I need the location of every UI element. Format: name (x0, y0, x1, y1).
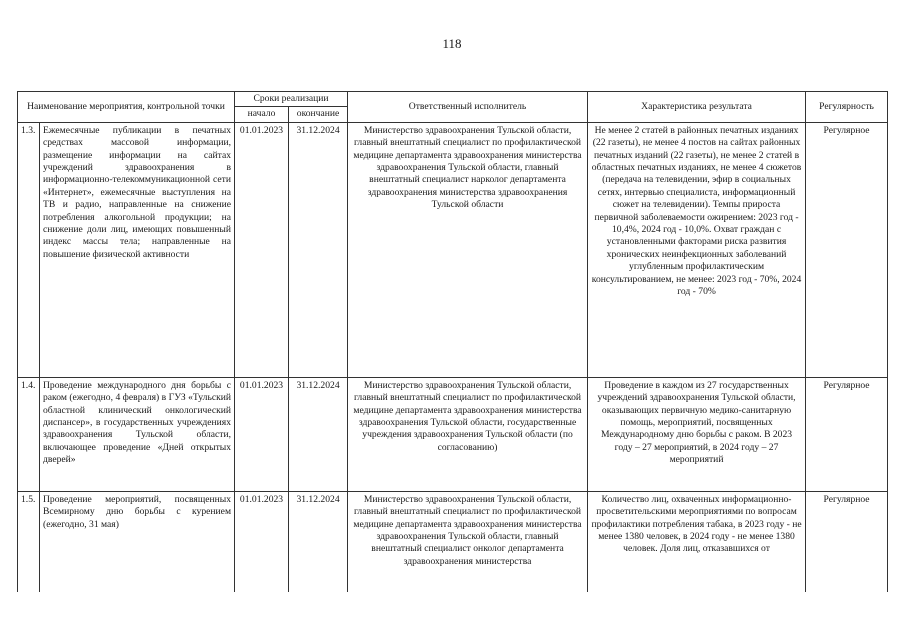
start-date: 01.01.2023 (235, 377, 289, 491)
activity-name: Проведение мероприятий, посвященных Всемирному дню борьбы с курением (ежегодно, 31 мая) (40, 491, 235, 593)
header-end: окончание (289, 107, 348, 122)
responsible-executor: Министерство здравоохранения Тульской области, главный внештатный специалист по профилактической медицине департамента здравоохранения министерства здравоохранения Тульской области, государственные учреждения здравоохранения Тульской области (по согласованию) (348, 377, 588, 491)
result-description: Проведение в каждом из 27 государственных учреждений здравоохранения Тульской области, оказывающих первичную медико-санитарную помощь, мероприятий, посвященных Международному дню борьбы с раком. В 2023 году – 27 мероприятий, в 2024 году – 27 мероприятий (588, 377, 806, 491)
activity-name: Проведение международного дня борьбы с раком (ежегодно, 4 февраля) в ГУЗ «Тульский областной клинический онкологический диспансер», в государственных учреждениях здравоохранения Тульской области, включающее проведение «Дней открытых дверей» (40, 377, 235, 491)
table-row (18, 491, 888, 593)
header-responsible: Ответственный исполнитель (348, 92, 588, 123)
header-start: начало (235, 107, 289, 122)
start-date: 01.01.2023 (235, 122, 289, 377)
header-period: Сроки реализации (235, 92, 348, 107)
responsible-executor: Министерство здравоохранения Тульской области, главный внештатный специалист по профилактической медицине департамента здравоохранения министерства здравоохранения Тульской области, главный внештатный специалист нарколог департамента здравоохранения министерства здравоохранения Тульской области (348, 122, 588, 377)
end-date: 31.12.2024 (289, 491, 348, 593)
row-number: 1.4. (18, 377, 40, 491)
table-row (18, 122, 888, 377)
header-regularity: Регулярность (806, 92, 888, 123)
end-date: 31.12.2024 (289, 122, 348, 377)
table-row (18, 377, 888, 491)
end-date: 31.12.2024 (289, 377, 348, 491)
row-number: 1.5. (18, 491, 40, 593)
header-result: Характеристика результата (588, 92, 806, 123)
activities-table (17, 91, 888, 594)
activity-name: Ежемесячные публикации в печатных средствах массовой информации, размещение информации на сайтах учреждений здравоохранения в информационно-телекоммуникационной сети «Интернет», ежемесячные выступления на ТВ и радио, направленные на снижение потребления алкогольной продукции; на снижение доли лиц, имеющих повышенный индекс массы тела; направленные на повышение физической активности (40, 122, 235, 377)
regularity: Регулярное (806, 122, 888, 377)
regularity: Регулярное (806, 377, 888, 491)
page-number: 118 (442, 36, 462, 51)
result-description: Не менее 2 статей в районных печатных изданиях (22 газеты), не менее 4 постов на сайтах районных печатных изданий (22 газеты), не менее 2 статей в областных печатных изданиях, не менее 4 сюжетов (передача на телевидении, эфир в социальных сетях, интервью специалиста, информационный сюжет на телевидении). Темпы прироста первичной заболеваемости ожирением: 2023 год - 10,4%, 2024 год - 10,0%. Охват граждан с установленными факторами риска развития хронических неинфекционных заболеваний углубленным профилактическим консультированием, не менее: 2023 год - 70%, 2024 год - 70% (588, 122, 806, 377)
start-date: 01.01.2023 (235, 491, 289, 593)
responsible-executor: Министерство здравоохранения Тульской области, главный внештатный специалист по профилактической медицине департамента здравоохранения министерства здравоохранения Тульской области, главный внештатный специалист онколог департамента здравоохранения министерства (348, 491, 588, 593)
header-name: Наименование мероприятия, контрольной точки (18, 92, 235, 123)
result-description: Количество лиц, охваченных информационно-просветительскими мероприятиями по вопросам профилактики потребления табака, в 2023 году - не менее 1380 человек, в 2024 году - не менее 1380 человек. Доля лиц, отказавшихся от (588, 491, 806, 593)
row-number: 1.3. (18, 122, 40, 377)
regularity: Регулярное (806, 491, 888, 593)
page-bottom-margin (0, 592, 904, 640)
